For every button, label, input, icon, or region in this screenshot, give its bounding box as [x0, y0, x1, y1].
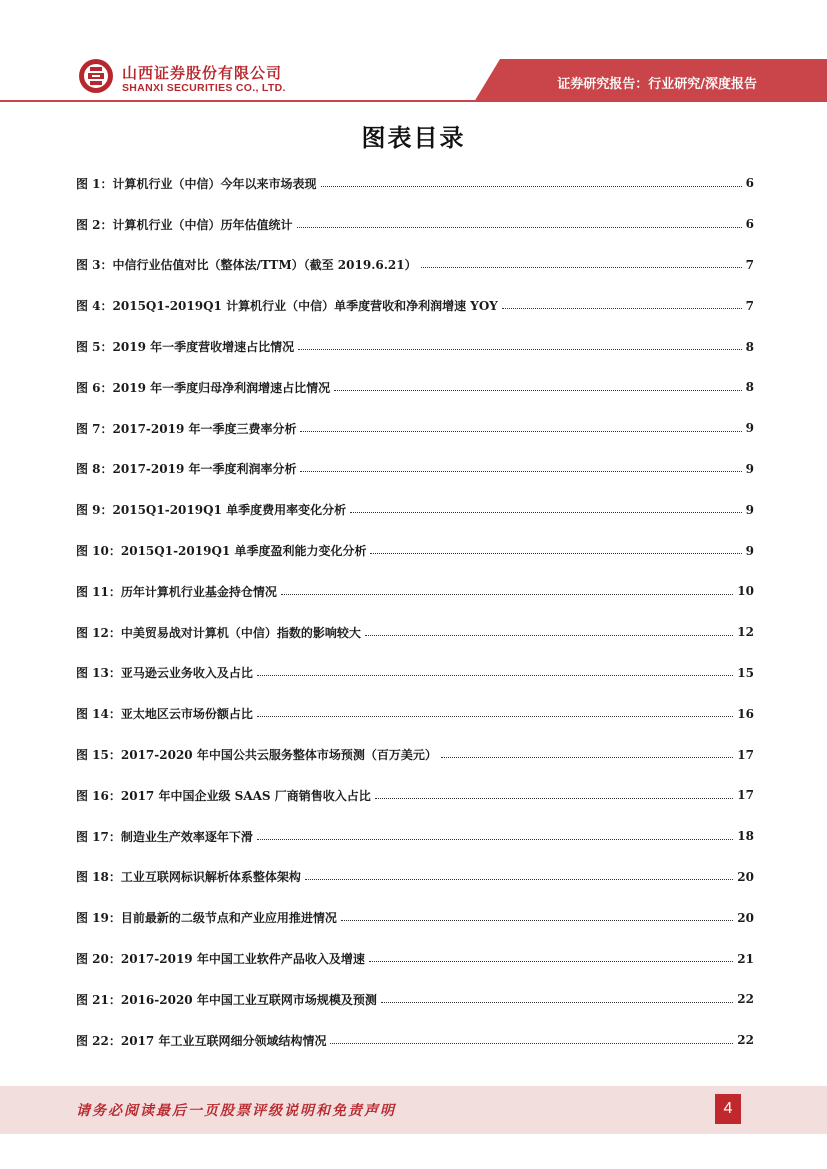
toc-entry-page[interactable]: 22: [737, 1033, 754, 1048]
company-name-cn: 山西证券股份有限公司: [122, 64, 283, 82]
toc-entry[interactable]: [76, 571, 754, 612]
toc-entry-label[interactable]: 图 8：2017-2019 年一季度利润率分析: [76, 462, 297, 477]
toc-entry-page[interactable]: 9: [745, 461, 754, 476]
toc-leader-dots: [421, 267, 742, 268]
toc-entry[interactable]: [76, 897, 754, 938]
toc-entry-page[interactable]: 9: [745, 543, 754, 558]
toc-entry[interactable]: [76, 734, 754, 775]
figure-table-of-contents: [76, 163, 754, 1061]
toc-leader-dots: [257, 716, 733, 717]
toc-entry-page[interactable]: 18: [737, 829, 754, 844]
toc-entry-page[interactable]: 21: [737, 951, 754, 966]
toc-leader-dots: [321, 186, 742, 187]
toc-entry-label[interactable]: 图 3：中信行业估值对比（整体法/TTM）（截至 2019.6.21）: [76, 258, 417, 273]
toc-entry[interactable]: [76, 1020, 754, 1061]
page-title: 图表目录: [361, 124, 466, 152]
toc-entry-page[interactable]: 7: [745, 298, 754, 313]
toc-leader-dots: [381, 1002, 733, 1003]
toc-leader-dots: [305, 879, 733, 880]
toc-entry-label[interactable]: 图 5：2019 年一季度营收增速占比情况: [76, 340, 295, 355]
toc-entry-label[interactable]: 图 21：2016-2020 年中国工业互联网市场规模及预测: [76, 992, 377, 1007]
toc-leader-dots: [365, 635, 733, 636]
toc-entry[interactable]: [76, 285, 754, 326]
toc-leader-dots: [257, 675, 733, 676]
toc-entry-label[interactable]: 图 10：2015Q1-2019Q1 单季度盈利能力变化分析: [76, 544, 367, 559]
toc-entry[interactable]: [76, 979, 754, 1020]
toc-entry-label[interactable]: 图 9：2015Q1-2019Q1 单季度费用率变化分析: [76, 503, 347, 518]
toc-entry-label[interactable]: 图 17：制造业生产效率逐年下滑: [76, 829, 253, 844]
toc-entry[interactable]: [76, 653, 754, 694]
toc-entry-page[interactable]: 8: [745, 380, 754, 395]
toc-entry-page[interactable]: 22: [737, 992, 754, 1007]
toc-leader-dots: [298, 349, 742, 350]
report-type: 证券研究报告：行业研究/深度报告: [557, 77, 757, 92]
toc-entry[interactable]: [76, 326, 754, 367]
toc-entry[interactable]: [76, 612, 754, 653]
toc-entry[interactable]: [76, 245, 754, 286]
toc-leader-dots: [370, 553, 741, 554]
toc-entry-label[interactable]: 图 7：2017-2019 年一季度三费率分析: [76, 421, 297, 436]
toc-entry-label[interactable]: 图 13：亚马逊云业务收入及占比: [76, 666, 253, 681]
toc-entry[interactable]: [76, 163, 754, 204]
toc-entry-page[interactable]: 12: [737, 625, 754, 640]
toc-leader-dots: [441, 757, 733, 758]
toc-entry-label[interactable]: 图 12：中美贸易战对计算机（中信）指数的影响较大: [76, 625, 361, 640]
toc-entry[interactable]: [76, 204, 754, 245]
toc-entry[interactable]: [76, 449, 754, 490]
toc-entry-label[interactable]: 图 14：亚太地区云市场份额占比: [76, 707, 253, 722]
toc-leader-dots: [350, 512, 742, 513]
toc-entry-page[interactable]: 16: [737, 706, 754, 721]
toc-entry-label[interactable]: 图 15：2017-2020 年中国公共云服务整体市场预测（百万美元）: [76, 748, 437, 763]
page-number: 4: [715, 1094, 741, 1124]
toc-entry[interactable]: [76, 938, 754, 979]
toc-entry-page[interactable]: 20: [737, 869, 754, 884]
page-footer: [0, 1086, 827, 1134]
shanxi-securities-logo-icon: [78, 58, 114, 94]
toc-entry-label[interactable]: 图 11：历年计算机行业基金持仓情况: [76, 584, 277, 599]
toc-entry-label[interactable]: 图 18：工业互联网标识解析体系整体架构: [76, 870, 301, 885]
toc-entry-page[interactable]: 15: [737, 665, 754, 680]
toc-leader-dots: [300, 471, 741, 472]
toc-leader-dots: [375, 798, 734, 799]
toc-entry-page[interactable]: 8: [745, 339, 754, 354]
toc-entry[interactable]: [76, 489, 754, 530]
toc-entry-page[interactable]: 6: [745, 217, 754, 232]
toc-entry[interactable]: [76, 816, 754, 857]
toc-entry-page[interactable]: 20: [737, 910, 754, 925]
toc-entry-page[interactable]: 9: [745, 502, 754, 517]
toc-entry-label[interactable]: 图 4：2015Q1-2019Q1 计算机行业（中信）单季度营收和净利润增速 YOY: [76, 299, 498, 314]
toc-leader-dots: [334, 390, 742, 391]
toc-entry-page[interactable]: 17: [737, 747, 754, 762]
toc-leader-dots: [369, 961, 733, 962]
company-name-en: SHANXI SECURITIES CO., LTD.: [122, 82, 286, 94]
toc-leader-dots: [281, 594, 733, 595]
toc-leader-dots: [330, 1043, 733, 1044]
toc-leader-dots: [297, 227, 742, 228]
toc-entry-label[interactable]: 图 1：计算机行业（中信）今年以来市场表现: [76, 176, 317, 191]
toc-entry[interactable]: [76, 775, 754, 816]
toc-entry-label[interactable]: 图 20：2017-2019 年中国工业软件产品收入及增速: [76, 952, 365, 967]
toc-entry[interactable]: [76, 408, 754, 449]
disclaimer-notice: 请务必阅读最后一页股票评级说明和免责声明: [76, 1103, 396, 1119]
toc-leader-dots: [502, 308, 742, 309]
page-header: [0, 0, 827, 102]
toc-entry-label[interactable]: 图 16：2017 年中国企业级 SAAS 厂商销售收入占比: [76, 788, 371, 803]
toc-entry-page[interactable]: 7: [745, 257, 754, 272]
toc-entry-label[interactable]: 图 22：2017 年工业互联网细分领域结构情况: [76, 1033, 327, 1048]
toc-entry-page[interactable]: 6: [745, 176, 754, 191]
toc-leader-dots: [300, 431, 741, 432]
toc-entry-label[interactable]: 图 6：2019 年一季度归母净利润增速占比情况: [76, 380, 331, 395]
toc-entry-page[interactable]: 9: [745, 421, 754, 436]
toc-entry-page[interactable]: 17: [737, 788, 754, 803]
toc-entry[interactable]: [76, 367, 754, 408]
toc-leader-dots: [257, 839, 733, 840]
toc-entry[interactable]: [76, 693, 754, 734]
toc-entry-label[interactable]: 图 2：计算机行业（中信）历年估值统计: [76, 217, 293, 232]
toc-entry[interactable]: [76, 530, 754, 571]
toc-entry-label[interactable]: 图 19：目前最新的二级节点和产业应用推进情况: [76, 911, 337, 926]
toc-entry[interactable]: [76, 857, 754, 898]
toc-leader-dots: [341, 920, 733, 921]
toc-entry-page[interactable]: 10: [737, 584, 754, 599]
